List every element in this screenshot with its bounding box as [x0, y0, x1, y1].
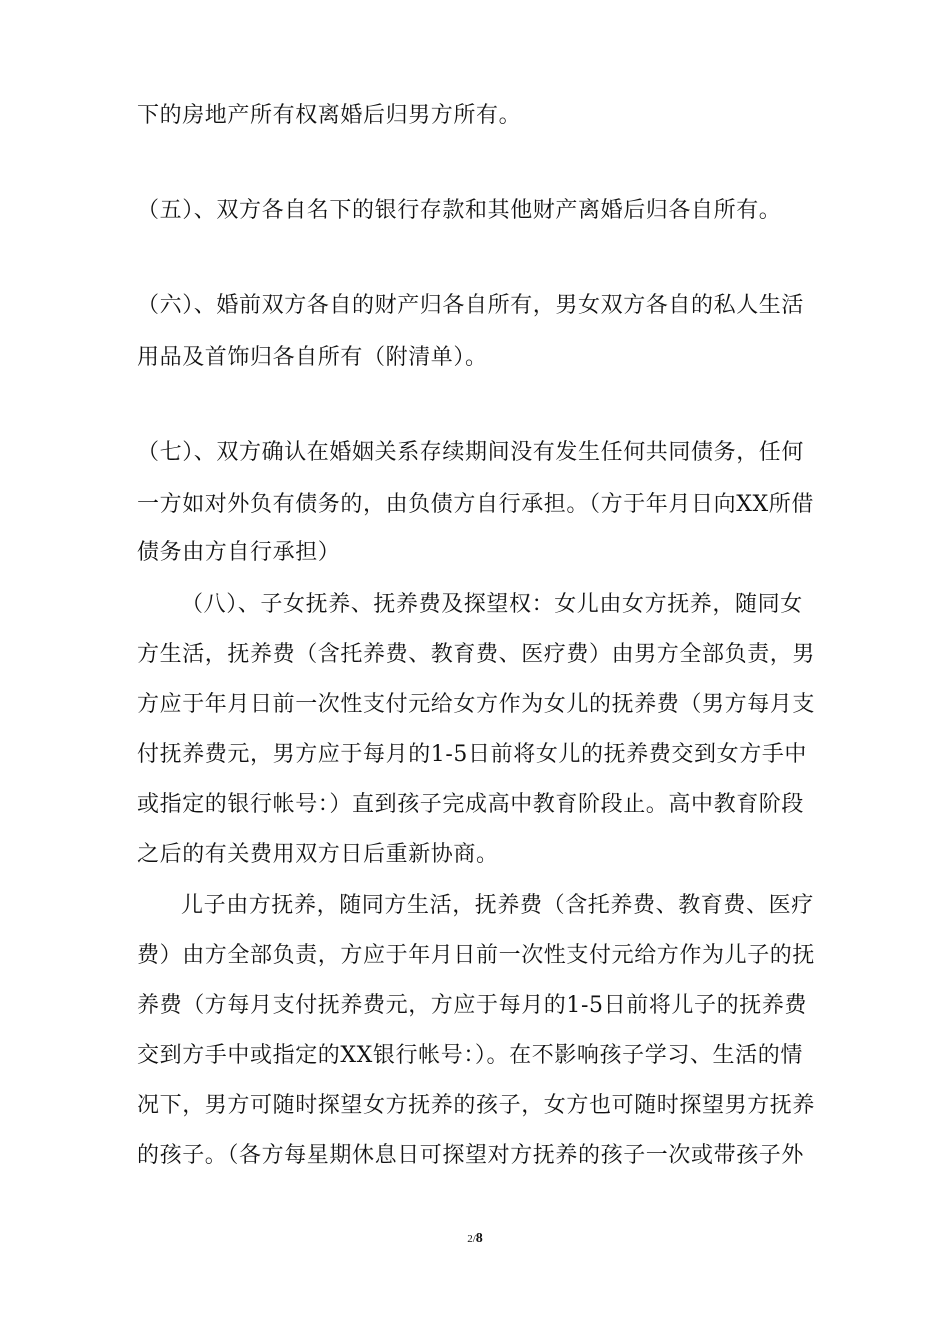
- current-page: 2/: [467, 1233, 476, 1245]
- total-pages: 8: [475, 1231, 483, 1246]
- text-line: 债务由方自行承担）: [137, 540, 341, 565]
- text-line: 的孩子。（各方每星期休息日可探望对方抚养的孩子一次或带孩子外: [137, 1143, 805, 1168]
- text-line: 之后的有关费用双方日后重新协商。: [137, 842, 499, 867]
- text-line: 交到方手中或指定的XX银行帐号：）。在不影响孩子学习、生活的情: [137, 1043, 803, 1068]
- text-line: （六）、婚前双方各自的财产归各自所有，男女双方各自的私人生活: [137, 293, 805, 318]
- page-number: [0, 1230, 950, 1247]
- text-line: 或指定的银行帐号：）直到孩子完成高中教育阶段止。高中教育阶段: [137, 792, 805, 817]
- text-line: 一方如对外负有债务的，由负债方自行承担。（方于年月日向XX所借: [137, 492, 814, 517]
- text-line: （五）、双方各自名下的银行存款和其他财产离婚后归各自所有。: [137, 198, 782, 223]
- text-line: 方生活，抚养费（含托养费、教育费、医疗费）由男方全部负责，男: [137, 642, 816, 667]
- text-line: （八）、子女抚养、抚养费及探望权：女儿由女方抚养，随同女: [181, 592, 803, 617]
- text-line: 儿子由方抚养，随同方生活，抚养费（含托养费、教育费、医疗: [181, 893, 814, 918]
- text-line: （七）、双方确认在婚姻关系存续期间没有发生任何共同债务，任何: [137, 440, 805, 465]
- text-line: 方应于年月日前一次性支付元给女方作为女儿的抚养费（男方每月支: [137, 692, 816, 717]
- text-line: 用品及首饰归各自所有（附清单）。: [137, 345, 488, 370]
- text-line: 下的房地产所有权离婚后归男方所有。: [137, 103, 522, 128]
- text-line: 况下，男方可随时探望女方抚养的孩子，女方也可随时探望男方抚养: [137, 1093, 816, 1118]
- text-line: 养费（方每月支付抚养费元，方应于每月的1-5日前将儿子的抚养费: [137, 993, 808, 1018]
- text-line: 费）由方全部负责，方应于年月日前一次性支付元给方作为儿子的抚: [137, 943, 816, 968]
- text-line: 付抚养费元，男方应于每月的1-5日前将女儿的抚养费交到女方手中: [137, 742, 808, 767]
